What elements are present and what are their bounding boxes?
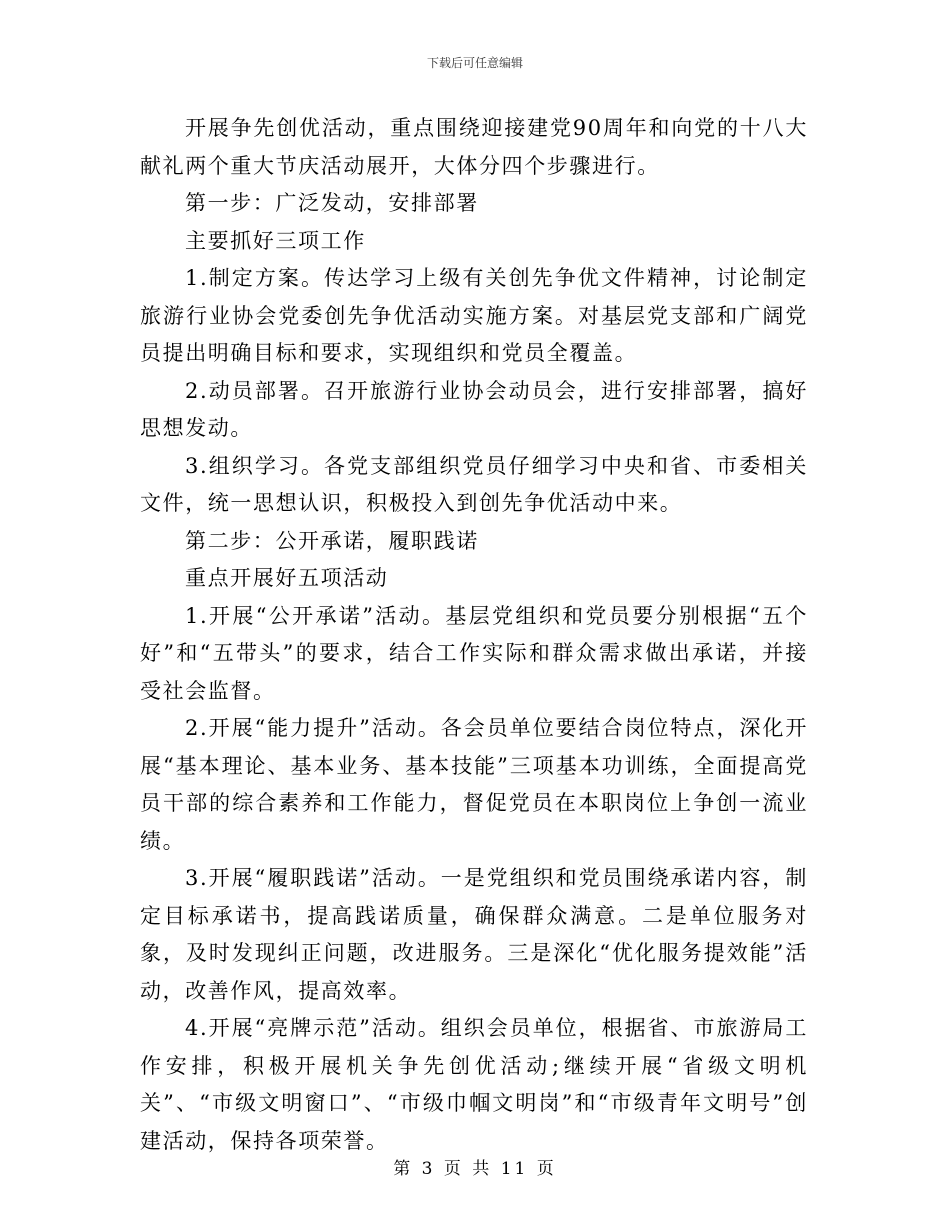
subheading-five-activities: 重点开展好五项活动 [185, 566, 389, 590]
paragraph-task-3: 3.组织学习。各党支部组织党员仔细学习中央和省、市委相关文件，统一思想认识，积极投入到创先争优活动中来。 [140, 453, 808, 515]
heading-step-two: 第二步：公开承诺，履职践诺 [185, 528, 479, 553]
paragraph-task-1: 1.制定方案。传达学习上级有关创先争优文件精神，讨论制定旅游行业协会党委创先争优活动实施方案。对基层党支部和广阔党员提出明确目标和要求，实现组织和党员全覆盖。 [140, 266, 808, 365]
paragraph-intro: 开展争先创优活动，重点围绕迎接建党90周年和向党的十八大献礼两个重大节庆活动展开，大体分四个步骤进行。 [140, 116, 808, 178]
document-body [140, 110, 808, 1160]
paragraph-activity-3: 3.开展“履职践诺”活动。一是党组织和党员围绕承诺内容，制定目标承诺书，提高践诺质量，确保群众满意。二是单位服务对象，及时发现纠正问题，改进服务。三是深化“优化服务提效能”活动，改善作风，提高效率。 [140, 866, 808, 1003]
heading-step-one: 第一步：广泛发动，安排部署 [185, 191, 479, 215]
paragraph-task-2: 2.动员部署。召开旅游行业协会动员会，进行安排部署，搞好思想发动。 [140, 378, 808, 440]
paragraph-activity-2: 2.开展“能力提升”活动。各会员单位要结合岗位特点，深化开展“基本理论、基本业务、基本技能”三项基本功训练，全面提高党员干部的综合素养和工作能力，督促党员在本职岗位上争创一流业绩。 [140, 716, 808, 853]
subheading-three-tasks: 主要抓好三项工作 [185, 228, 366, 253]
page-header: 下载后可任意编辑 [426, 56, 523, 70]
paragraph-activity-1: 1.开展“公开承诺”活动。基层党组织和党员要分别根据“五个好”和“五带头”的要求，结合工作实际和群众需求做出承诺，并接受社会监督。 [140, 603, 808, 703]
page-footer: 第 3 页 共 11 页 [393, 1159, 557, 1179]
paragraph-activity-4: 4.开展“亮牌示范”活动。组织会员单位，根据省、市旅游局工作安排，积极开展机关争先创优活动;继续开展“省级文明机关”、“市级文明窗口”、“市级巾帼文明岗”和“市级青年文明号”创建活动，保持各项荣誉。 [140, 1016, 808, 1153]
